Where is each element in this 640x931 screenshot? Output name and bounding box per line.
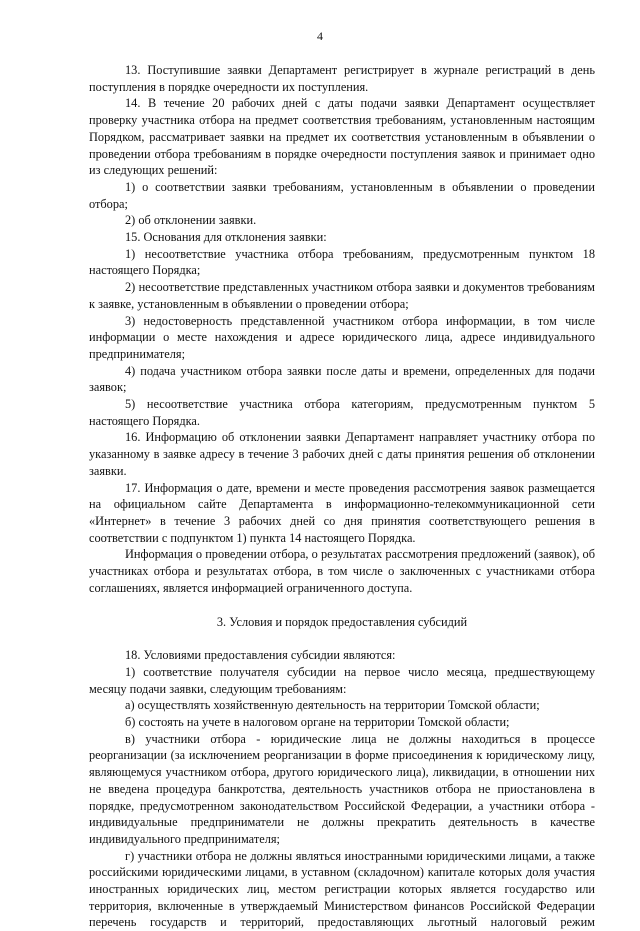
paragraph-17-note: Информация о проведении отбора, о результатах рассмотрения предложений (заявок), об участниках отбора и результатах отбора, в том числе о заключенных с участниками отбора соглашениях, является информацией ограниченного доступа. — [89, 547, 595, 595]
paragraph-13: 13. Поступившие заявки Департамент регистрирует в журнале регистраций в день поступления в порядке очередности их поступления. — [89, 63, 595, 94]
paragraph-15-item-5: 5) несоответствие участника отбора категориям, предусмотренным пунктом 5 настоящего Порядка. — [89, 397, 595, 428]
paragraph-14: 14. В течение 20 рабочих дней с даты подачи заявки Департамент осуществляет проверку участника отбора на предмет соответствия требованиям, установленным настоящим Порядком, рассматривает заявки на предмет их соответствия установленным в объявлении о проведении отбора требованиям в порядке очередности поступления заявок и принимает одно из следующих решений: — [89, 96, 595, 178]
paragraph-14-item-1: 1) о соответствии заявки требованиям, установленным в объявлении о проведении отбора; — [89, 179, 595, 211]
paragraph-18: 18. Условиями предоставления субсидии являются: — [125, 648, 396, 663]
paragraph-15: 15. Основания для отклонения заявки: — [125, 230, 327, 245]
section-heading: 3. Условия и порядок предоставления субсидий — [216, 614, 468, 629]
paragraph-18-item-1: 1) соответствие получателя субсидии на первое число месяца, предшествующему месяцу подачи заявки, следующим требованиям: — [89, 664, 595, 696]
spacer — [89, 630, 595, 647]
page-number: 4 — [317, 29, 323, 43]
paragraph-18-item-b: б) состоять на учете в налоговом органе на территории Томской области; — [125, 715, 510, 730]
paragraph-17: 17. Информация о дате, времени и месте проведения рассмотрения заявок размещается на официальном сайте Департамента в информационно-телекоммуникационной сети «Интернет» в течение 3 рабочих дней со дня принятия соответствующего решения в соответствии с подпунктом 1) пункта 14 настоящего Порядка. — [89, 480, 595, 545]
paragraph-18-item-a: а) осуществлять хозяйственную деятельность на территории Томской области; — [125, 698, 540, 713]
paragraph-18-item-g: г) участники отбора не должны являться иностранными юридическими лицами, а также российскими юридическими лицами, в уставном (складочном) капитале которых доля участия иностранных юридических лиц, местом регистрации которых является государство или территория, включенные в утверждаемый Министерством финансов Российской Федерации перечень государств и территорий, предоставляющих льготный налоговый режим — [89, 848, 595, 930]
spacer — [89, 597, 595, 614]
paragraph-15-item-2: 2) несоответствие представленных участником отбора заявки и документов требованиям к заявке, установленным в объявлении о проведении отбора; — [89, 280, 595, 311]
document-body — [89, 62, 595, 931]
paragraph-15-item-4: 4) подача участником отбора заявки после даты и времени, определенных для подачи заявок; — [89, 363, 595, 395]
paragraph-16: 16. Информацию об отклонении заявки Департамент направляет участнику отбора по указанному в заявке адресу в течение 3 рабочих дней с даты принятия решения об отклонении заявки. — [89, 430, 595, 478]
paragraph-15-item-3: 3) недостоверность представленной участником отбора информации, в том числе информации о месте нахождения и адресе юридического лица, адресе индивидуального предпринимателя; — [89, 313, 595, 361]
paragraph-15-item-1: 1) несоответствие участника отбора требованиям, предусмотренным пунктом 18 настоящего Порядка; — [89, 246, 595, 278]
paragraph-18-item-v: в) участники отбора - юридические лица не должны находиться в процессе реорганизации (за исключением реорганизации в форме присоединения к юридическому лицу, являющемуся участником отбора, другого юридического лица), ликвидации, в отношении них не введена процедура банкротства, деятельность участников отбора не приостановлена в порядке, предусмотренном законодательством Российской Федерации, а участники отбора - индивидуальные предприниматели не должны прекратить деятельность в качестве индивидуального предпринимателя; — [89, 731, 595, 846]
paragraph-14-item-2: 2) об отклонении заявки. — [125, 213, 257, 228]
